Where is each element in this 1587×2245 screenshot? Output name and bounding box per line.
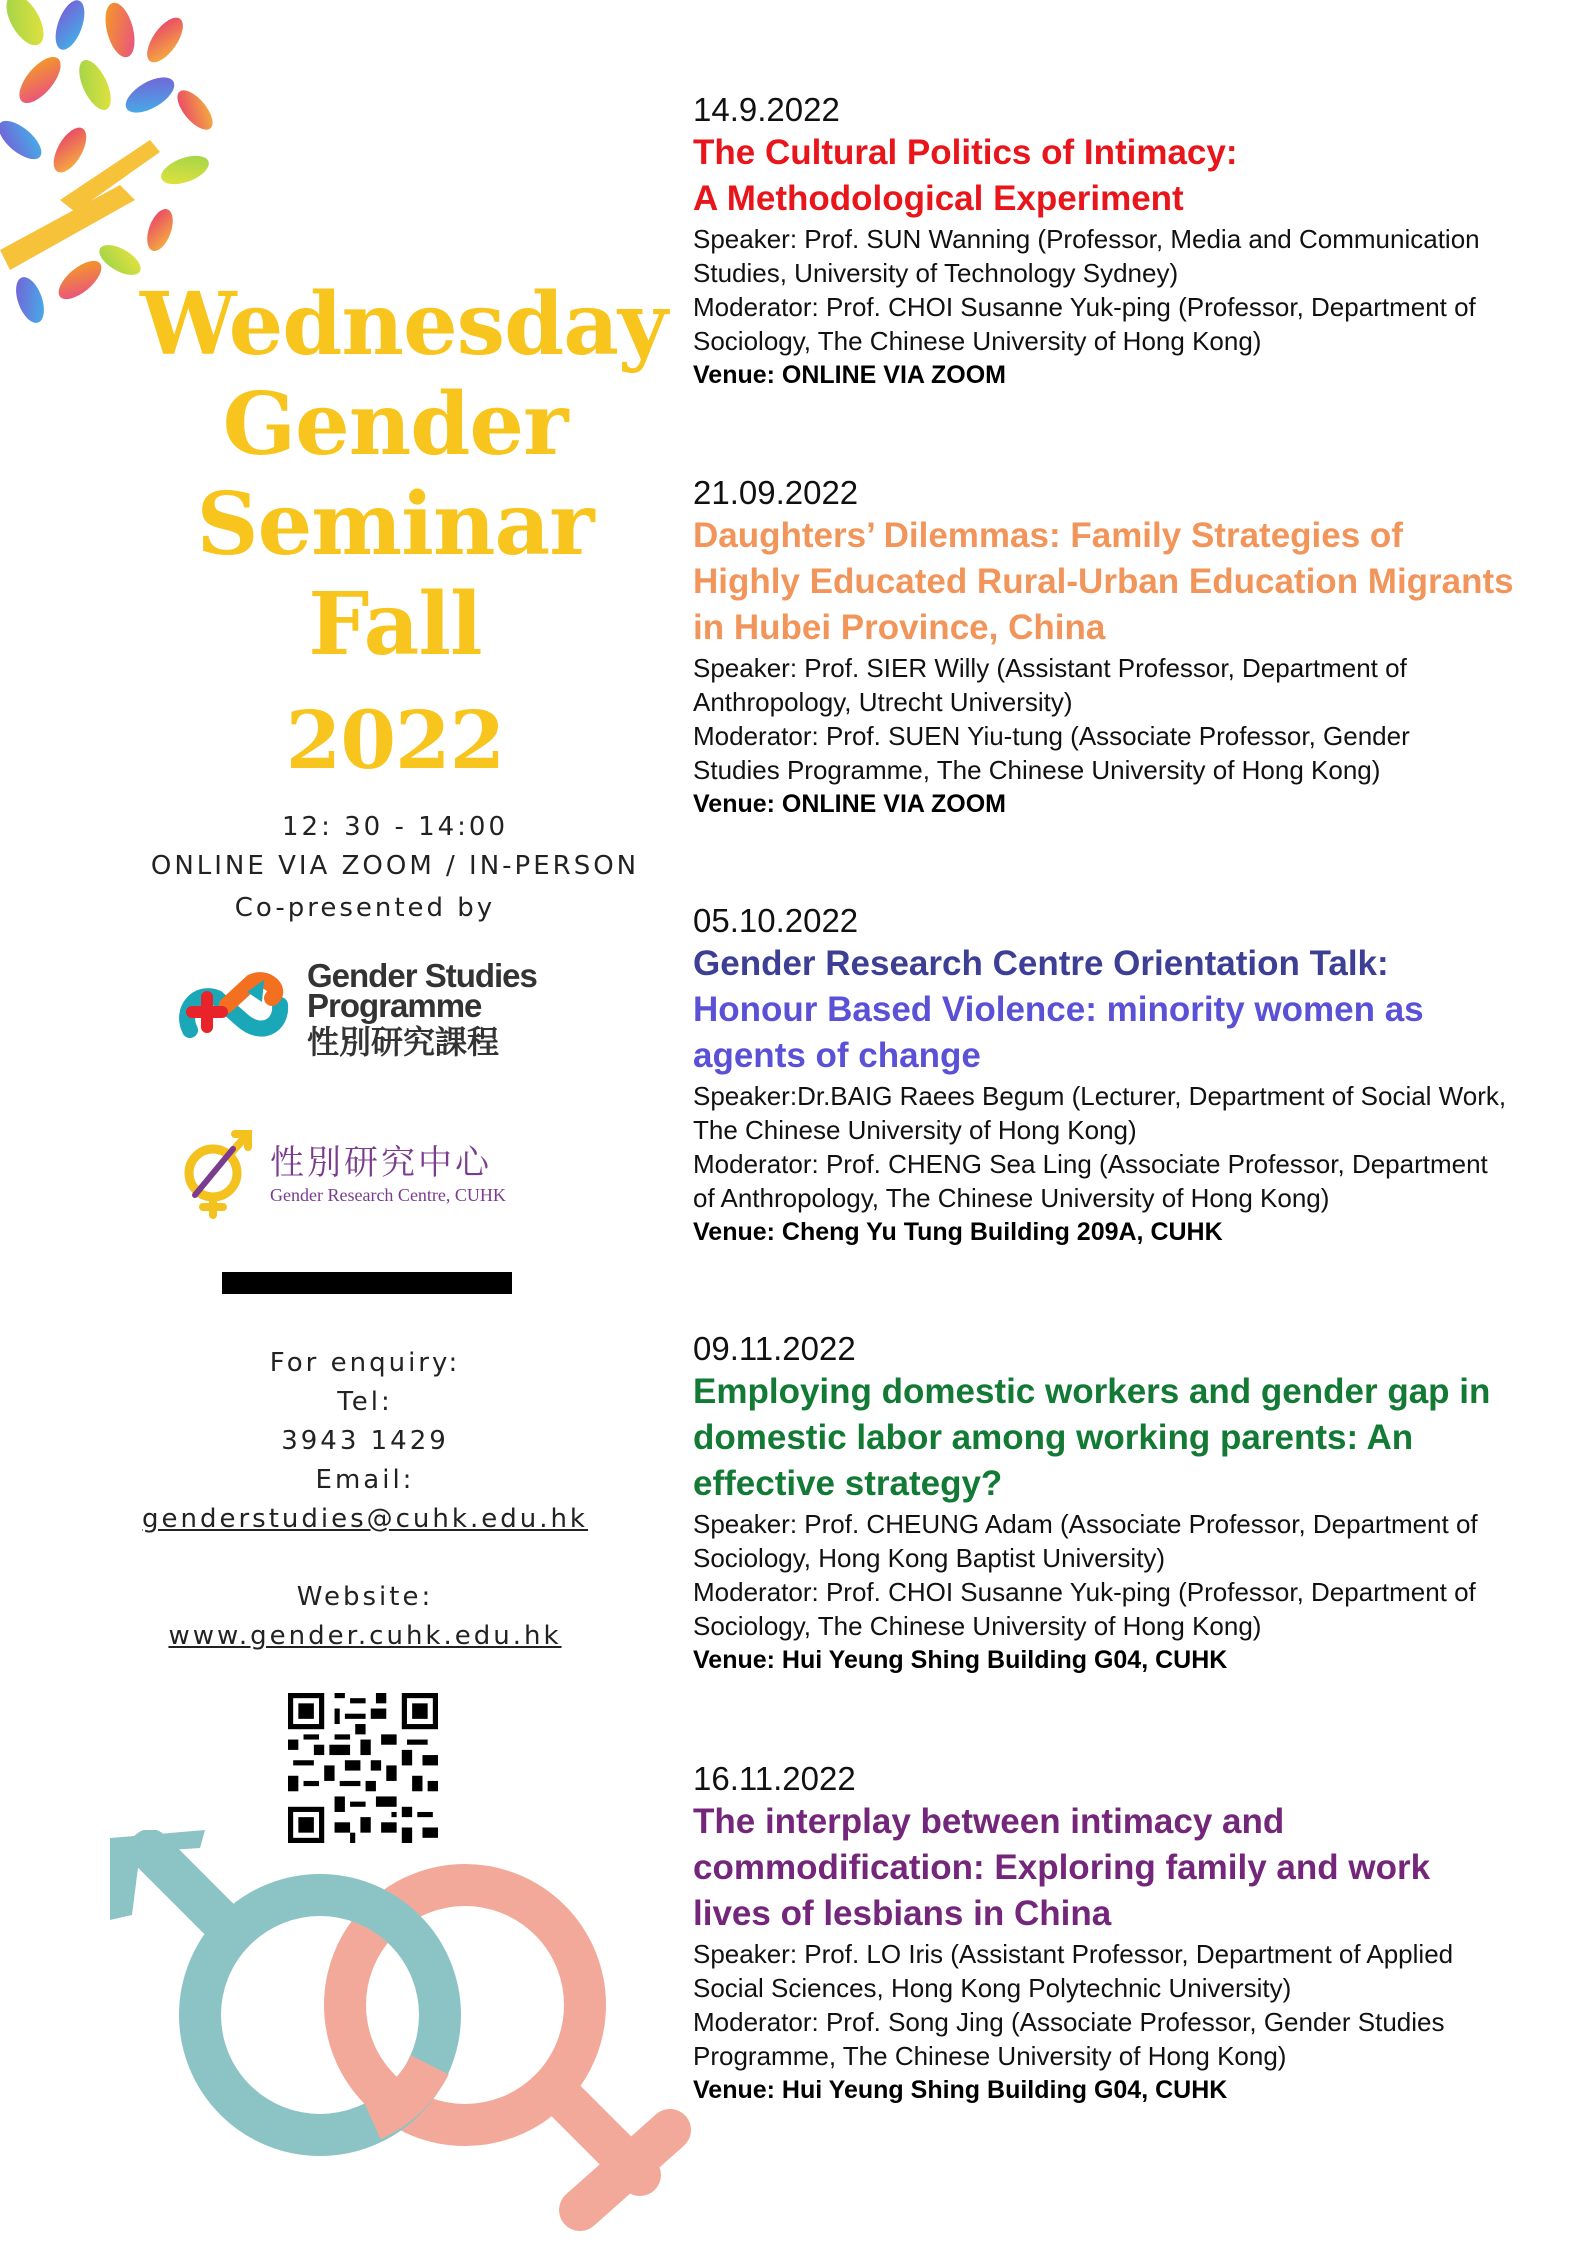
gender-symbol-icon [110,1830,710,2240]
event-title-line: Daughters’ Dilemmas: Family Strategies of [693,516,1403,555]
seminar-mode: ONLINE VIA ZOOM / IN-PERSON [150,851,640,881]
event-date: 14.9.2022 [693,91,840,128]
title-line-2: Gender [222,374,568,475]
event-date: 16.11.2022 [693,1760,856,1797]
title-line-1: Wednesday [140,274,667,375]
gsp-name-line2: Programme [307,987,482,1024]
event-title-line: Employing domestic workers and gender gap in [693,1372,1491,1411]
speaker-line: Speaker: Prof. SUN Wanning (Professor, Media and Communication [693,224,1480,254]
tel-label: Tel: [337,1387,393,1417]
event-venue: Venue: Cheng Yu Tung Building 209A, CUHK [693,1218,1223,1246]
speaker-line: Studies, University of Technology Sydney) [693,258,1179,288]
grc-name-english: Gender Research Centre, CUHK [270,1185,506,1205]
gsp-name-line1: Gender Studies [307,957,537,994]
speaker-line: Speaker: Prof. LO Iris (Assistant Professor, Department of Applied [693,1939,1454,1969]
event-venue: Venue: ONLINE VIA ZOOM [693,361,1006,389]
moderator-line: Sociology, The Chinese University of Hong Kong) [693,326,1262,356]
event-title-line: The Cultural Politics of Intimacy: [693,133,1238,172]
event-title-line: agents of change [693,1036,981,1075]
moderator-line: Programme, The Chinese University of Hong Kong) [693,2041,1287,2071]
grc-emblem-icon [175,1125,255,1220]
title-line-3: Seminar [196,474,594,575]
website-link[interactable] [110,1621,620,1651]
enquiry-label: For enquiry: [269,1348,461,1378]
speaker-line: Speaker: Prof. CHEUNG Adam (Associate Professor, Department of [693,1509,1478,1539]
event-2 [693,473,1543,821]
moderator-line: of Anthropology, The Chinese University of Hong Kong) [693,1183,1330,1213]
grc-name-chinese: 性別研究中心 [270,1143,492,1183]
speaker-line: Social Sciences, Hong Kong Polytechnic University) [693,1973,1292,2003]
copresented-label: Co-presented by [234,893,496,923]
moderator-line: Moderator: Prof. CHOI Susanne Yuk-ping (Professor, Department of [693,1577,1476,1607]
event-title-line: in Hubei Province, China [693,608,1106,647]
website-text[interactable]: www.gender.cuhk.edu.hk [168,1621,562,1651]
email-link[interactable] [110,1504,620,1534]
moderator-line: Moderator: Prof. SUEN Yiu-tung (Associate Professor, Gender [693,721,1410,751]
event-venue: Venue: ONLINE VIA ZOOM [693,790,1006,818]
event-title-line: Highly Educated Rural-Urban Education Migrants [693,562,1514,601]
event-title-line: domestic labor among working parents: An [693,1418,1414,1457]
event-4 [693,1329,1543,1677]
title-line-5: 2022 [285,693,505,787]
event-title-line: effective strategy? [693,1464,1003,1503]
event-1 [693,90,1543,392]
event-5 [693,1759,1543,2107]
gsp-emblem-icon [172,960,292,1070]
event-title-line: lives of lesbians in China [693,1894,1112,1933]
gender-studies-programme-logo [172,957,572,1075]
event-title-line: commodification: Exploring family and work [693,1848,1431,1887]
event-3 [693,901,1543,1249]
divider-bar [222,1272,512,1294]
qr-code-icon[interactable] [288,1693,438,1843]
moderator-line: Moderator: Prof. CHOI Susanne Yuk-ping (Professor, Department of [693,292,1476,322]
event-date: 05.10.2022 [693,902,859,939]
title-line-4: Fall [308,574,482,675]
gender-research-centre-logo [175,1125,575,1225]
event-title-line: Honour Based Violence: minority women as [693,990,1424,1029]
speaker-line: Speaker:Dr.BAIG Raees Begum (Lecturer, Department of Social Work, [693,1081,1507,1111]
email-label: Email: [315,1465,415,1495]
moderator-line: Moderator: Prof. CHENG Sea Ling (Associate Professor, Department [693,1149,1488,1179]
moderator-line: Sociology, The Chinese University of Hong Kong) [693,1611,1262,1641]
speaker-line: Sociology, Hong Kong Baptist University) [693,1543,1166,1573]
gsp-name-chinese: 性別研究課程 [307,1023,500,1061]
speaker-line: Speaker: Prof. SIER Willy (Assistant Professor, Department of [693,653,1407,683]
event-title-line: The interplay between intimacy and [693,1802,1285,1841]
event-title-line: Gender Research Centre Orientation Talk: [693,944,1389,983]
event-date: 09.11.2022 [693,1330,856,1367]
speaker-line: The Chinese University of Hong Kong) [693,1115,1137,1145]
moderator-line: Studies Programme, The Chinese University of Hong Kong) [693,755,1381,785]
tel-number: 3943 1429 [281,1426,449,1456]
event-venue: Venue: Hui Yeung Shing Building G04, CUHK [693,2076,1228,2104]
event-venue: Venue: Hui Yeung Shing Building G04, CUHK [693,1646,1228,1674]
speaker-line: Anthropology, Utrecht University) [693,687,1073,717]
seminar-time: 12: 30 - 14:00 [281,812,509,842]
website-label: Website: [296,1582,434,1612]
email-text[interactable]: genderstudies@cuhk.edu.hk [141,1504,588,1534]
event-date: 21.09.2022 [693,474,859,511]
event-title-line: A Methodological Experiment [693,179,1184,218]
moderator-line: Moderator: Prof. Song Jing (Associate Professor, Gender Studies [693,2007,1445,2037]
